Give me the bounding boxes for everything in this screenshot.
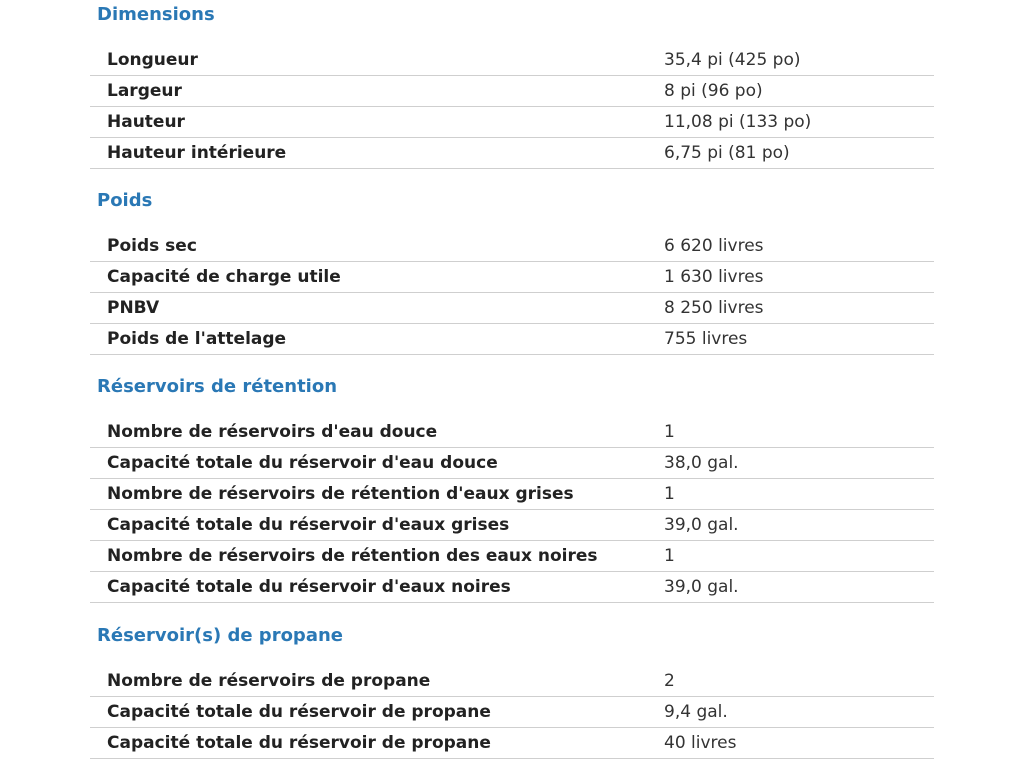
spec-value: 6 620 livres	[664, 236, 764, 256]
spec-value: 39,0 gal.	[664, 515, 739, 535]
spec-label: Capacité totale du réservoir de propane	[107, 733, 491, 753]
spec-value: 39,0 gal.	[664, 577, 739, 597]
spec-label: Nombre de réservoirs de rétention d'eaux grises	[107, 484, 574, 504]
spec-label: PNBV	[107, 298, 160, 318]
spec-value: 1	[664, 422, 675, 442]
spec-row	[90, 293, 934, 324]
spec-value: 6,75 pi (81 po)	[664, 143, 790, 163]
spec-row	[90, 541, 934, 572]
spec-row	[90, 572, 934, 603]
spec-label: Capacité de charge utile	[107, 267, 341, 287]
spec-row	[90, 262, 934, 293]
spec-value: 9,4 gal.	[664, 702, 728, 722]
section-title: Réservoir(s) de propane	[97, 625, 343, 646]
spec-label: Poids sec	[107, 236, 197, 256]
spec-label: Nombre de réservoirs de rétention des eaux noires	[107, 546, 598, 566]
spec-table	[90, 417, 934, 603]
spec-value: 8 250 livres	[664, 298, 764, 318]
spec-row	[90, 479, 934, 510]
section-title: Poids	[97, 190, 153, 211]
spec-value: 8 pi (96 po)	[664, 81, 763, 101]
spec-row	[90, 728, 934, 759]
spec-value: 11,08 pi (133 po)	[664, 112, 812, 132]
spec-value: 40 livres	[664, 733, 737, 753]
section-dimensions	[90, 0, 934, 169]
spec-value: 1 630 livres	[664, 267, 764, 287]
spec-row	[90, 138, 934, 169]
spec-label: Hauteur	[107, 112, 185, 132]
section-title: Réservoirs de rétention	[97, 376, 338, 397]
spec-table	[90, 45, 934, 169]
spec-table	[90, 231, 934, 355]
spec-row	[90, 107, 934, 138]
spec-value: 755 livres	[664, 329, 748, 349]
section-reservoirs-retention	[90, 372, 934, 603]
spec-value: 1	[664, 484, 675, 504]
spec-label: Largeur	[107, 81, 182, 101]
spec-label: Capacité totale du réservoir d'eaux grises	[107, 515, 510, 535]
spec-value: 2	[664, 671, 675, 691]
section-propane	[90, 621, 934, 759]
spec-row	[90, 76, 934, 107]
spec-row	[90, 45, 934, 76]
spec-label: Capacité totale du réservoir d'eaux noires	[107, 577, 511, 597]
spec-row	[90, 417, 934, 448]
spec-label: Capacité totale du réservoir de propane	[107, 702, 491, 722]
spec-label: Nombre de réservoirs de propane	[107, 671, 431, 691]
spec-label: Longueur	[107, 50, 198, 70]
spec-value: 1	[664, 546, 675, 566]
spec-row	[90, 510, 934, 541]
spec-label: Hauteur intérieure	[107, 143, 287, 163]
spec-label: Poids de l'attelage	[107, 329, 287, 349]
section-title: Dimensions	[97, 4, 215, 25]
spec-row	[90, 697, 934, 728]
spec-value: 35,4 pi (425 po)	[664, 50, 801, 70]
spec-row	[90, 324, 934, 355]
section-poids	[90, 186, 934, 355]
spec-label: Nombre de réservoirs d'eau douce	[107, 422, 438, 442]
spec-row	[90, 666, 934, 697]
spec-table	[90, 666, 934, 759]
spec-label: Capacité totale du réservoir d'eau douce	[107, 453, 498, 473]
spec-value: 38,0 gal.	[664, 453, 739, 473]
spec-row	[90, 231, 934, 262]
spec-row	[90, 448, 934, 479]
